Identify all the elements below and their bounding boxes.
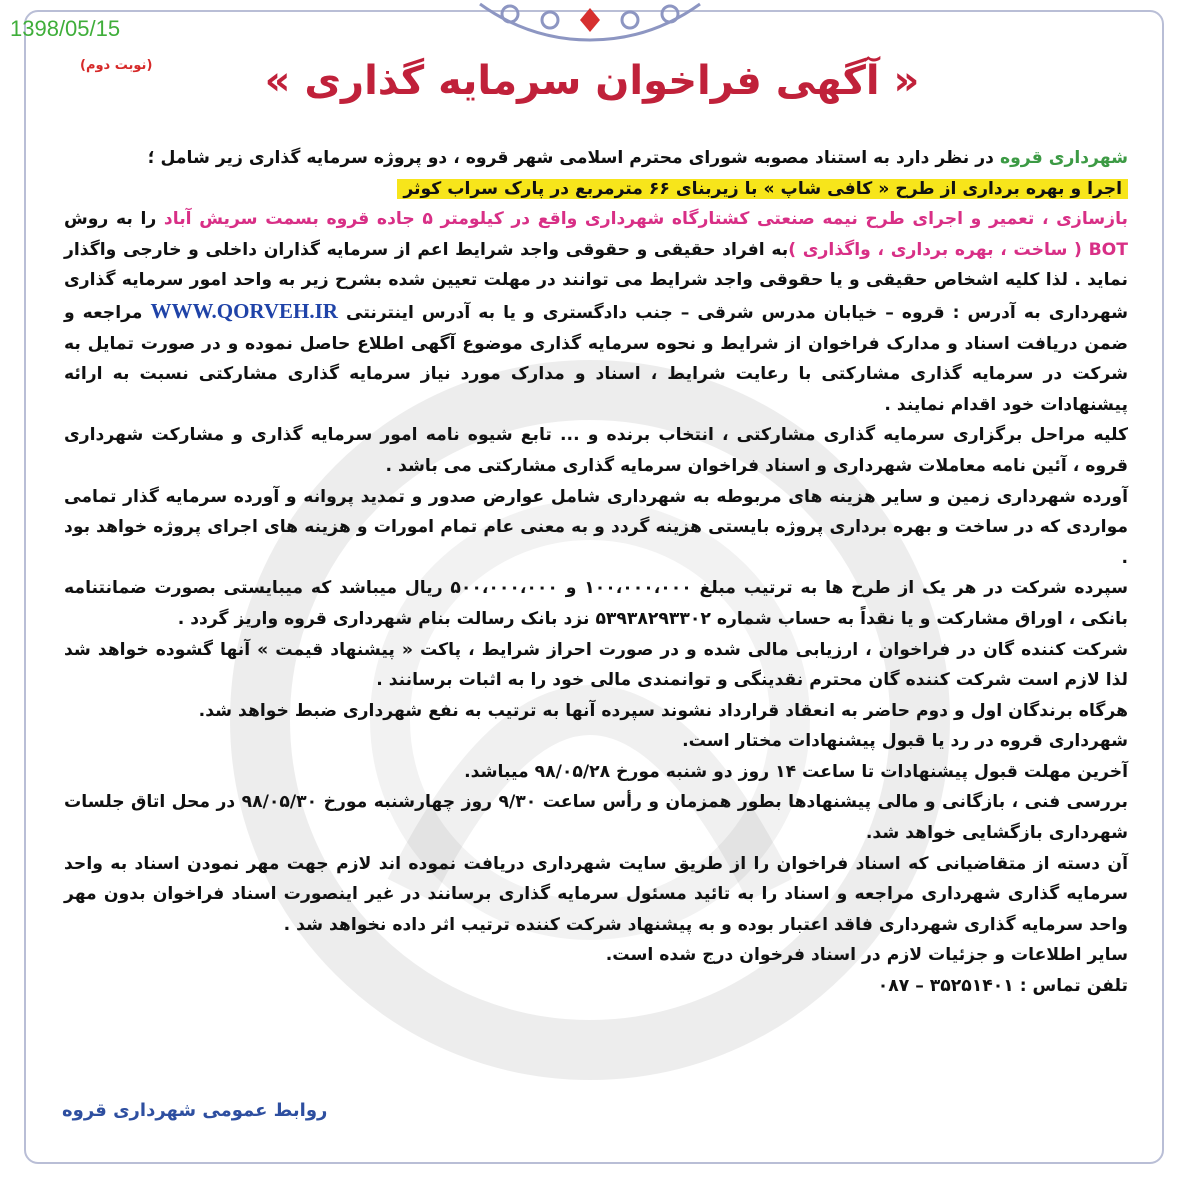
- page-title: « آگهی فراخوان سرمایه گذاری »: [264, 58, 920, 104]
- method-rest: به افراد حقیقی و حقوقی واجد شرایط اعم از سرمایه گذاران داخلی و خارجی واگذار نماید . لذا کلیه اشخاص حقیقی و یا حقوقی واجد شرایط می توانند در مهلت تعیین شده بشرح زیر به واحد امور سرمایه گذاری شهرداری به آدرس : قروه – خیابان مدرس شرقی – جنب دادگستری و یا به آدرس اینترنتی: [64, 239, 1128, 323]
- after-website-text: مراجعه و ضمن دریافت اسناد و مدارک فراخوان از شرایط و نحوه سرمایه گذاری موضوع آگهی اطلاع حاصل نموده و در صورت تمایل به شرکت در سرمایه گذاری مشارکتی با رعایت شرایط ، اسناد و مدارک مورد نیاز سرمایه گذاری مشارکتی نسبت به ارائه پیشنهادات خود اقدام نمایند .: [64, 302, 1128, 415]
- phone-line: تلفن تماس : ۳۵۲۵۱۴۰۱ – ۰۸۷: [877, 976, 1128, 997]
- paragraph-1: کلیه مراحل برگزاری سرمایه گذاری مشارکتی ، انتخاب برنده و ... تابع شیوه نامه امور سرمایه گذاری و مشارکت شهرداری قروه ، آئین نامه معاملات شهرداری و اسناد فراخوان سرمایه گذاری مشارکتی می باشد .: [64, 425, 1128, 476]
- round-label: (نوبت دوم): [80, 58, 153, 73]
- website-link[interactable]: WWW.QORVEH.IR: [150, 298, 338, 323]
- method-definition: ( ساخت ، بهره برداری ، واگذاری ): [788, 239, 1089, 260]
- intro-text: در نظر دارد به استناد مصوبه شورای محترم اسلامی شهر قروه ، دو پروژه سرمایه گذاری زیر شامل ؛: [147, 148, 1000, 168]
- decorative-ornament-icon: [470, 0, 710, 44]
- paragraph-3: سپرده شرکت در هر یک از طرح ها به ترتیب مبلغ ۱۰۰،۰۰۰،۰۰۰ و ۵۰۰،۰۰۰،۰۰۰ ریال میباشد که میبایستی بصورت ضمانتنامه بانکی ، اوراق مشارکت و یا نقداً به حساب شماره ۵۳۹۳۸۲۹۳۳۰۲ نزد بانک رسالت بنام شهرداری قروه واریز گردد .: [64, 578, 1129, 629]
- paragraph-7: آخرین مهلت قبول پیشنهادات تا ساعت ۱۴ روز دو شنبه مورخ ۹۸/۰۵/۲۸ میباشد.: [464, 761, 1128, 782]
- paragraph-4: شرکت کننده گان در فراخوان ، ارزیابی مالی شده و در صورت احراز شرایط ، پاکت « پیشنهاد قیمت » آنها گشوده خواهد شد لذا لازم است شرکت کننده گان محترم نقدینگی و توانمندی مالی خود را به اثبات برسانند .: [64, 639, 1128, 691]
- paragraph-9: آن دسته از متقاضیانی که اسناد فراخوان را از طریق سایت شهرداری دریافت نموده اند لازم جهت مهر نمودن اسناد به واحد سرمایه گذاری شهرداری مراجعه و اسناد را به تائید مسئول سرمایه گذاری برسانند در غیر اینصورت اسناد فراخوان بدون مهر واحد سرمایه گذاری شهرداری فاقد اعتبار بوده و به پیشنهاد شرکت کننده ترتیب اثر داده نخواهد شد .: [64, 853, 1128, 935]
- project-one-text: اجرا و بهره برداری از طرح « کافی شاپ » با زیربنای ۶۶ مترمربع در پارک سراب کوثر: [397, 179, 1128, 199]
- paragraph-5: هرگاه برندگان اول و دوم حاضر به انعقاد قرارداد نشوند سپرده آنها به ترتیب به نفع شهرداری ضبط خواهد شد.: [198, 700, 1128, 721]
- publish-date-stamp: 1398/05/15: [10, 16, 121, 41]
- paragraph-2: آورده شهرداری زمین و سایر هزینه های مربوطه به شهرداری شامل عوارض صدور و تمدید پروانه و آورده سرمایه گذار تمامی مواردی که در ساخت و بهره برداری پروژه بایستی هزینه گردد و به معنی عام تمام امورات و هزینه های اجرای پروژه خواهد بود .: [64, 486, 1128, 568]
- signature: روابط عمومی شهرداری قروه: [62, 1100, 328, 1121]
- bot-term: BOT: [1088, 239, 1128, 260]
- paragraph-10: سایر اطلاعات و جزئیات لازم در اسناد فرخوان درج شده است.: [605, 945, 1128, 966]
- intro-paragraph: [64, 143, 1128, 174]
- project-two-paragraph: [64, 204, 1128, 420]
- paragraph-8: بررسی فنی ، بازگانی و مالی پیشنهادها بطور همزمان و رأس ساعت ۹/۳۰ روز چهارشنبه مورخ ۹۸/۰۵/۳۰ در محل اتاق جلسات شهرداری بازگشایی خواهد شد.: [64, 792, 1128, 844]
- project-one: [64, 174, 1128, 205]
- project-two-text: بازسازی ، تعمیر و اجرای طرح نیمه صنعتی کشتارگاه شهرداری واقع در کیلومتر ۵ جاده قروه بسمت سریش آباد: [163, 209, 1128, 230]
- announcement-body: [64, 143, 1128, 1002]
- method-prefix: را به روش: [64, 209, 157, 230]
- organization-name: شهرداری قروه: [999, 148, 1128, 168]
- paragraph-6: شهرداری قروه در رد یا قبول پیشنهادات مختار است.: [682, 731, 1128, 752]
